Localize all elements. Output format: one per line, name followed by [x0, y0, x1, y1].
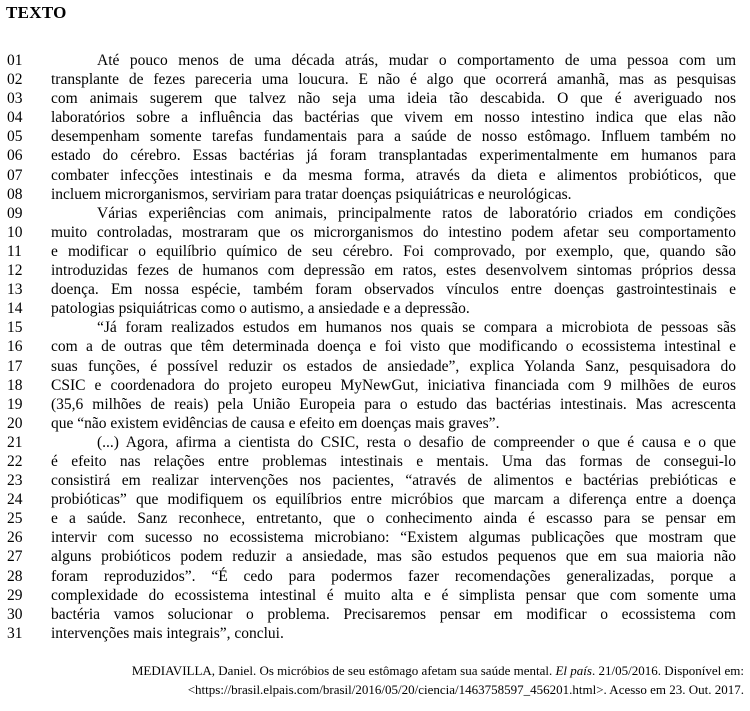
line-text: estado do cérebro. Essas bactérias já foram transplantadas experimentalmente em humanos para [51, 147, 736, 165]
line-text: intervenções mais integrais”, conclui. [51, 624, 284, 642]
line-text: desempenham somente tarefas fundamentais para a saúde de nosso estômago. Influem também no [51, 128, 736, 146]
text-line [0, 509, 750, 528]
source-citation [0, 661, 744, 699]
line-text: probióticas” que modifiquem os equilíbrios entre micróbios que marcam a diferença entre a doença [51, 491, 736, 509]
text-line [0, 108, 750, 127]
line-text: muito controladas, mostraram que os microrganismos do intestino podem afetar seu comportamento [51, 223, 736, 241]
line-number: 22 [7, 452, 23, 470]
text-line [0, 185, 750, 204]
line-number: 17 [7, 357, 23, 375]
line-number: 11 [7, 242, 22, 260]
line-number: 31 [7, 624, 23, 642]
line-number: 23 [7, 472, 23, 490]
line-text: suas funções, é possível reduzir os estados de ansiedade”, explica Yolanda Sanz, pesquisadora do [51, 357, 736, 375]
text-line [0, 127, 750, 146]
line-number: 20 [7, 414, 23, 432]
line-number: 02 [7, 71, 23, 89]
text-line [0, 624, 750, 643]
text-line [0, 280, 750, 299]
line-text: complexidade do ecossistema intestinal é muito alta e é simplista pensar que com somente uma [51, 586, 736, 604]
line-text: intervir com sucesso no ecossistema microbiano: “Existem algumas publicações que mostram que [51, 529, 736, 547]
line-text: bactéria vamos solucionar o problema. Precisaremos pensar em modificar o ecossistema com [51, 605, 736, 623]
line-number: 19 [7, 395, 23, 413]
line-number: 29 [7, 586, 23, 604]
text-line [0, 586, 750, 605]
line-text: consistirá em realizar intervenções nos pacientes, “através de alimentos e bactérias prebióticas e [51, 472, 736, 490]
line-number: 21 [7, 433, 23, 451]
line-number: 14 [7, 300, 23, 318]
text-line [0, 357, 750, 376]
line-number: 25 [7, 510, 23, 528]
line-number: 26 [7, 529, 23, 547]
text-line [0, 51, 750, 70]
text-line [0, 567, 750, 586]
line-number: 13 [7, 281, 23, 299]
numbered-text-body [0, 51, 750, 643]
text-line [0, 376, 750, 395]
line-text: com a de outras que têm determinada doença e foi visto que modificando o ecossistema intestinal e [51, 338, 736, 356]
line-text: alguns probióticos podem reduzir a ansiedade, mas são estudos pequenos que em sua maioria não [51, 548, 736, 566]
text-line [0, 204, 750, 223]
line-number: 05 [7, 128, 23, 146]
text-line [0, 471, 750, 490]
document-heading: TEXTO [6, 3, 67, 22]
text-line [0, 299, 750, 318]
text-line [0, 146, 750, 165]
citation-author-title: MEDIAVILLA, Daniel. Os micróbios de seu estômago afetam sua saúde mental. [131, 663, 556, 678]
text-line [0, 490, 750, 509]
line-text: introduzidas fezes de humanos com depressão em ratos, estes desenvolvem sintomas próprios dessa [51, 262, 736, 280]
line-number: 04 [7, 109, 23, 127]
line-number: 15 [7, 319, 23, 337]
text-line [0, 547, 750, 566]
line-text: patologias psiquiátricas como o autismo, a ansiedade e a depressão. [51, 300, 470, 318]
text-line [0, 70, 750, 89]
citation-publication: El país [555, 663, 592, 678]
line-number: 10 [7, 223, 23, 241]
line-text: com animais sugerem que talvez não seja uma ideia tão descabida. O que é averiguado nos [51, 90, 736, 108]
line-number: 24 [7, 491, 23, 509]
line-number: 09 [7, 204, 23, 222]
line-number: 30 [7, 605, 23, 623]
line-number: 18 [7, 376, 23, 394]
line-text: e modificar o equilíbrio químico de seu cérebro. Foi comprovado, por exemplo, que, quando são [51, 242, 736, 260]
line-number: 27 [7, 548, 23, 566]
citation-line-2: <https://brasil.elpais.com/brasil/2016/05/20/ciencia/1463758597_456201.html>. Acesso em 23. Out. 2017. [187, 682, 744, 697]
line-text: transplante de fezes pareceria uma loucura. E não é algo que ocorrerá amanhã, mas as pesquisas [51, 71, 736, 89]
citation-line-1 [0, 661, 744, 680]
text-line [0, 337, 750, 356]
line-number: 12 [7, 262, 23, 280]
line-text: Várias experiências com animais, principalmente ratos de laboratório criados em condições [97, 204, 736, 222]
text-line [0, 452, 750, 471]
line-number: 28 [7, 567, 23, 585]
line-number: 03 [7, 90, 23, 108]
text-line [0, 166, 750, 185]
line-text: foram reproduzidos”. “É cedo para podermos fazer recomendações generalizadas, porque a [51, 567, 736, 585]
text-line [0, 414, 750, 433]
text-line [0, 395, 750, 414]
text-line [0, 242, 750, 261]
line-text: Até pouco menos de uma década atrás, mudar o comportamento de uma pessoa com um [97, 52, 736, 69]
text-line [0, 528, 750, 547]
line-number: 01 [7, 52, 23, 69]
line-text: CSIC e coordenadora do projeto europeu MyNewGut, iniciativa financiada com 9 milhões de euros [51, 376, 736, 394]
line-text: laboratórios sobre a influência das bactérias que vivem em nosso intestino indica que elas não [51, 109, 736, 127]
text-line [0, 223, 750, 242]
line-text: “Já foram realizados estudos em humanos nos quais se compara a microbiota de pessoas sãs [97, 319, 736, 337]
line-number: 06 [7, 147, 23, 165]
line-text: incluem microrganismos, serviriam para tratar doenças psiquiátricas e neurológicas. [51, 185, 572, 203]
line-text: (...) Agora, afirma a cientista do CSIC, resta o desafio de compreender o que é causa e o que [97, 433, 736, 451]
text-line [0, 261, 750, 280]
line-text: combater infecções intestinais e da mesma forma, através da dieta e alimentos probióticos, que [51, 166, 736, 184]
line-text: que “não existem evidências de causa e efeito em doenças mais graves”. [51, 414, 500, 432]
line-text: (35,6 milhões de reais) pela União Europeia para o estudo das bactérias intestinais. Mas acrescenta [51, 395, 736, 413]
line-number: 16 [7, 338, 23, 356]
line-text: é efeito nas relações entre problemas intestinais e mentais. Uma das formas de consegui-lo [51, 452, 736, 470]
text-line [0, 89, 750, 108]
text-line [0, 605, 750, 624]
line-number: 07 [7, 166, 23, 184]
line-text: e a saúde. Sanz reconhece, entretanto, que o conhecimento ainda é escasso para se pensar em [51, 510, 736, 528]
citation-date: . 21/05/2016. Disponível em: [591, 663, 744, 678]
line-number: 08 [7, 185, 23, 203]
text-line [0, 433, 750, 452]
line-text: doença. Em nossa espécie, também foram observados vínculos entre doenças gastrointestinais e [51, 281, 736, 299]
text-line [0, 318, 750, 337]
